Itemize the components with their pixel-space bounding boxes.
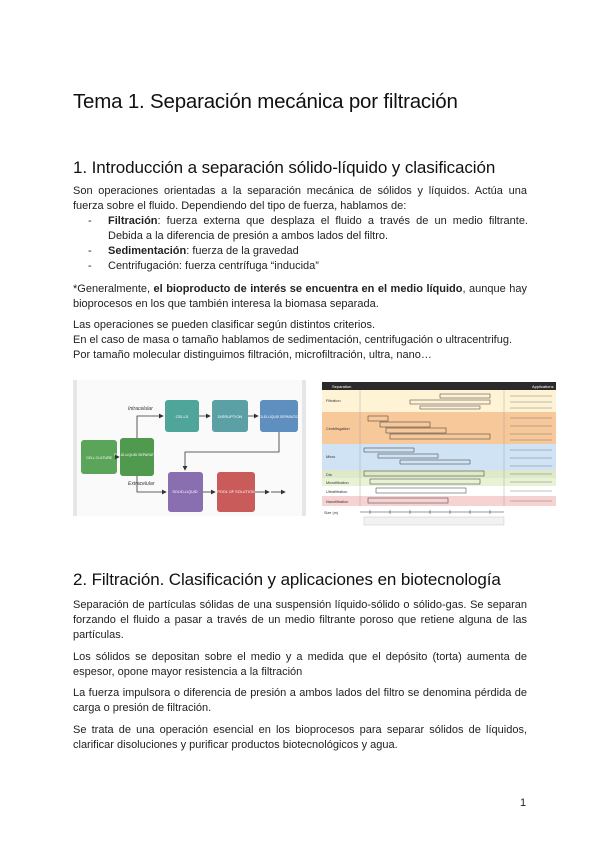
section2-heading: 2. Filtración. Clasificación y aplicaciones en biotecnología xyxy=(73,570,501,589)
solid-liquid-separation-box xyxy=(120,438,154,476)
section2-paragraph: Separación de partículas sólidas de una suspensión líquido-sólido o sólido-gas. Se separan forzando el fluido a pasar a través de un medio filtrante poroso que retiene alguna de las partículas. xyxy=(73,599,527,641)
cell-culture-label: CELL CULTURE xyxy=(86,456,112,460)
page-number: 1 xyxy=(520,797,527,809)
chart-header-3: Applications xyxy=(532,384,554,389)
extracellular-label: Extracelular xyxy=(128,481,155,487)
chart-row-microfiltration: Microfiltration xyxy=(326,481,349,485)
criteria-line: En el caso de masa o tamaño hablamos de sedimentación, centrifugación o ultracentrifug. xyxy=(73,334,513,346)
chart-row-centrifugation: Centrifugation xyxy=(326,427,350,431)
chart-row-nanofiltration: Nanofiltration xyxy=(326,500,349,504)
chart-header-1: Separation xyxy=(332,384,352,389)
criteria-paragraph xyxy=(73,318,527,363)
process-flow-diagram xyxy=(73,380,306,516)
disruption-label: DISRUPTION xyxy=(217,414,243,419)
criteria-line: Las operaciones se pueden clasificar según distintos criterios. xyxy=(73,319,376,331)
separation-size-diagram xyxy=(320,380,558,527)
list-item: - Centrifugación: fuerza centrífuga “inducida” xyxy=(88,259,528,274)
list-item: - Sedimentación: fuerza de la gravedad xyxy=(88,244,528,259)
chart-row-ultrafiltration: Ultrafiltration xyxy=(326,490,348,494)
chart-row-filtration: Filtration xyxy=(326,399,341,403)
section1-heading: 1. Introducción a separación sólido-líquido y clasificación xyxy=(73,158,496,177)
criteria-line: Por tamaño molecular distinguimos filtración, microfiltración, ultra, nano… xyxy=(73,349,432,361)
pool-of-solution-label: POOL OF SOLUTION xyxy=(217,490,255,494)
process-flow-figure xyxy=(73,380,306,516)
section1-intro: Son operaciones orientadas a la separación mecánica de sólidos y líquidos. Actúa una fuerza sobre el fluido. Dependiendo del tipo de fuerza, hablamos de: xyxy=(73,185,527,212)
chart-axis-label: Size (m) xyxy=(324,511,339,515)
section2-paragraph: La fuerza impulsora o diferencia de presión a ambos lados del filtro se denomina pérdida de carga o presión de filtración. xyxy=(73,687,527,714)
solid-liquid-label: SOLID-LIQUID xyxy=(172,490,198,494)
intracellular-label: Intracelular xyxy=(128,406,153,412)
document-title: Tema 1. Separación mecánica por filtración xyxy=(73,90,458,113)
cells-label: CELLS xyxy=(175,414,189,419)
list-item: - Filtración: fuerza externa que desplaza el fluido a través de un medio filtrante. Debida a la diferencia de presión a ambos lados del filtro. xyxy=(88,214,528,244)
section2-paragraph: Los sólidos se depositan sobre el medio y a medida que el depósito (torta) aumenta de espesor, opone mayor resistencia a la filtración xyxy=(73,651,527,678)
chart-row-micro: Micro xyxy=(326,455,336,459)
solid-liquid-separation-2-label: SOLID-LIQUID SEPARATION xyxy=(257,415,301,419)
chart-row-dia: Dia xyxy=(326,473,332,477)
section2-paragraph: Se trata de una operación esencial en los bioprocesos para separar sólidos de líquidos, clarificar disoluciones y purificar productos biotecnológicos y agua. xyxy=(73,724,527,751)
solid-liquid-separation-label: SOLID-LIQUID SEPARATION xyxy=(113,453,161,457)
separation-size-chart xyxy=(320,380,558,527)
force-type-list xyxy=(88,214,528,274)
note-paragraph: *Generalmente, el bioproducto de interés se encuentra en el medio líquido, aunque hay bioprocesos en los que también interesa la biomasa separada. xyxy=(73,283,527,310)
